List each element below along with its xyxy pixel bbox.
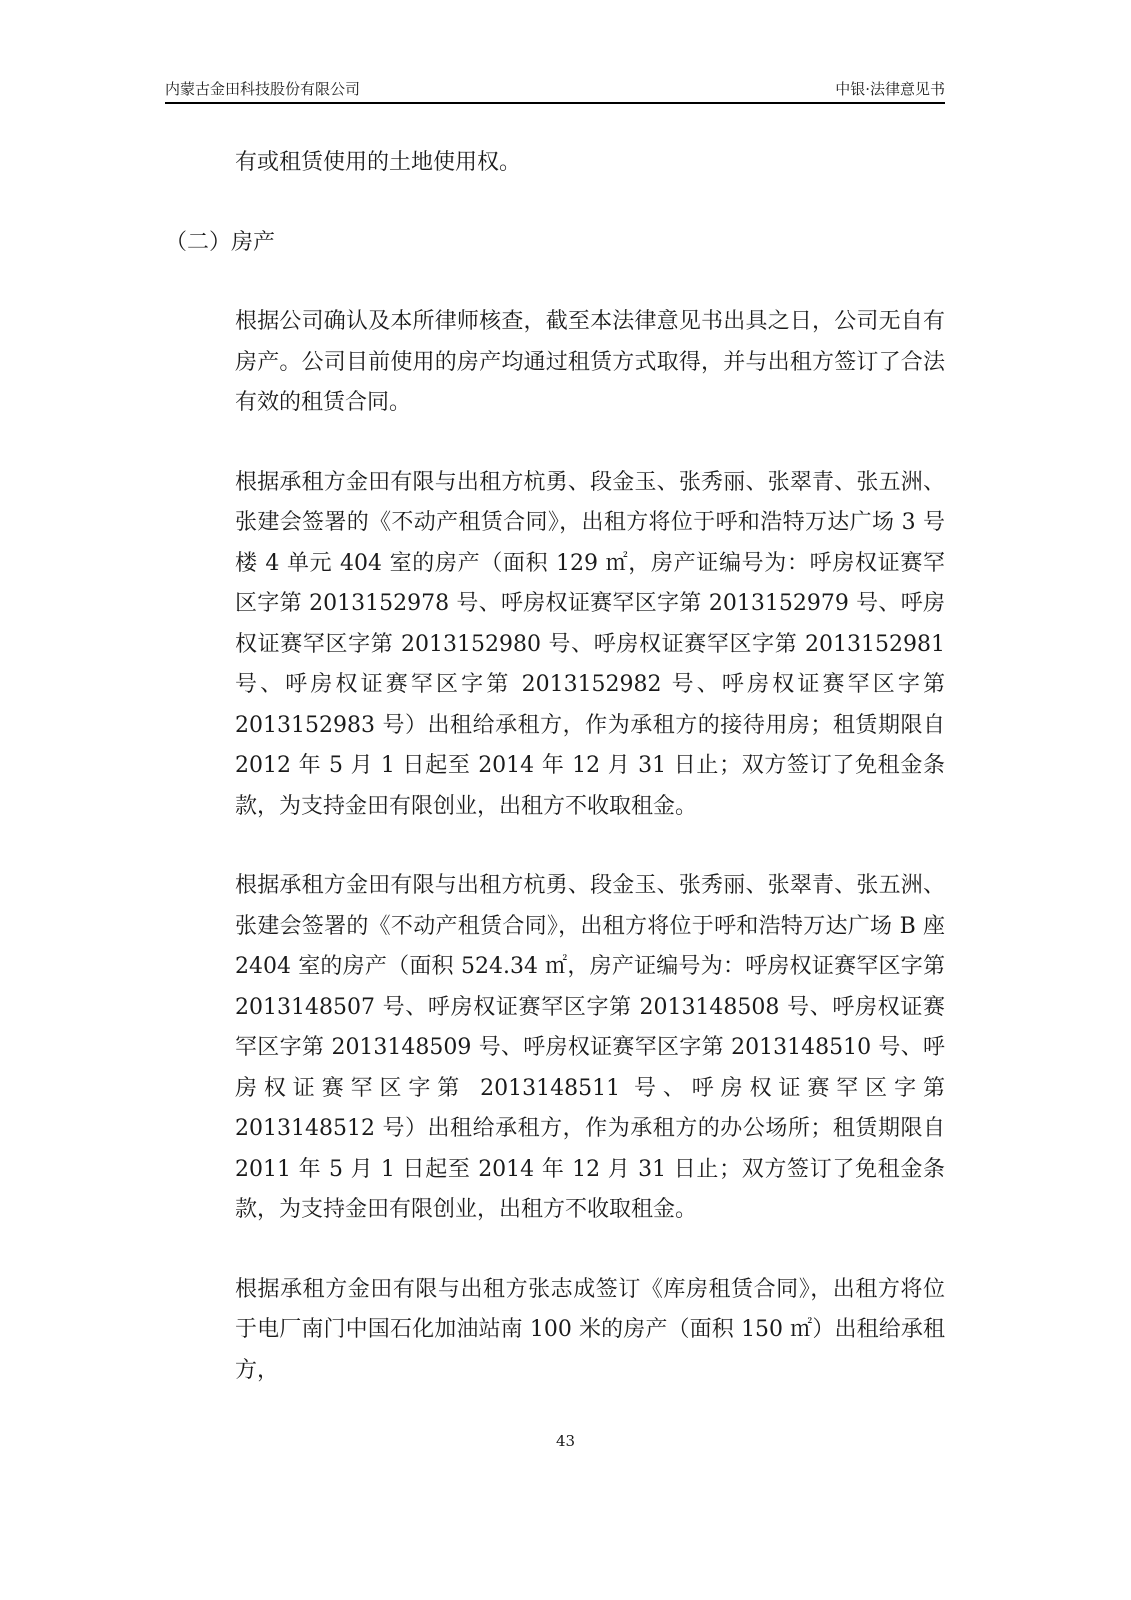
- paragraph-continuation: 有或租赁使用的土地使用权。: [235, 150, 522, 175]
- document-body: [165, 143, 945, 1430]
- paragraph-property-overview: 根据公司确认及本所律师核查，截至本法律意见书出具之日，公司无自有房产。公司目前使用的房产均通过租赁方式取得，并与出租方签订了合法有效的租赁合同。: [235, 309, 945, 415]
- page-number: 43: [555, 1432, 576, 1450]
- company-name: 内蒙古金田科技股份有限公司: [165, 80, 361, 98]
- paragraph-lease-2404: 根据承租方金田有限与出租方杭勇、段金玉、张秀丽、张翠青、张五洲、张建会签署的《不动产租赁合同》，出租方将位于呼和浩特万达广场 B 座 2404 室的房产（面积 524.34 ㎡，房产证编号为：呼房权证赛罕区字第 2013148507 号、呼房权证赛罕区字第 2013148508 号、呼房权证赛罕区字第 2013148509 号、呼房权证赛罕区字第 2013148510 号、呼房权证赛罕区字第 2013148511 号、呼房权证赛罕区字第 2013148512 号）出租给承租方，作为承租方的办公场所；租赁期限自 2011 年 5 月 1 日起至 2014 年 12 月 31 日止；双方签订了免租金条款，为支持金田有限创业，出租方不收取租金。: [235, 873, 945, 1222]
- page-header: [165, 76, 945, 104]
- paragraph-lease-404: 根据承租方金田有限与出租方杭勇、段金玉、张秀丽、张翠青、张五洲、张建会签署的《不动产租赁合同》，出租方将位于呼和浩特万达广场 3 号楼 4 单元 404 室的房产（面积 129 ㎡，房产证编号为：呼房权证赛罕区字第 2013152978 号、呼房权证赛罕区字第 2013152979 号、呼房权证赛罕区字第 2013152980 号、呼房权证赛罕区字第 2013152981 号、呼房权证赛罕区字第 2013152982 号、呼房权证赛罕区字第 2013152983 号）出租给承租方，作为承租方的接待用房；租赁期限自 2012 年 5 月 1 日起至 2014 年 12 月 31 日止；双方签订了免租金条款，为支持金田有限创业，出租方不收取租金。: [235, 469, 945, 819]
- paragraph-warehouse-lease: 根据承租方金田有限与出租方张志成签订《库房租赁合同》，出租方将位于电厂南门中国石化加油站南 100 米的房产（面积 150 ㎡）出租给承租方，: [235, 1276, 945, 1383]
- section-heading: （二）房产: [165, 229, 276, 255]
- document-title: 中银·法律意见书: [835, 80, 945, 98]
